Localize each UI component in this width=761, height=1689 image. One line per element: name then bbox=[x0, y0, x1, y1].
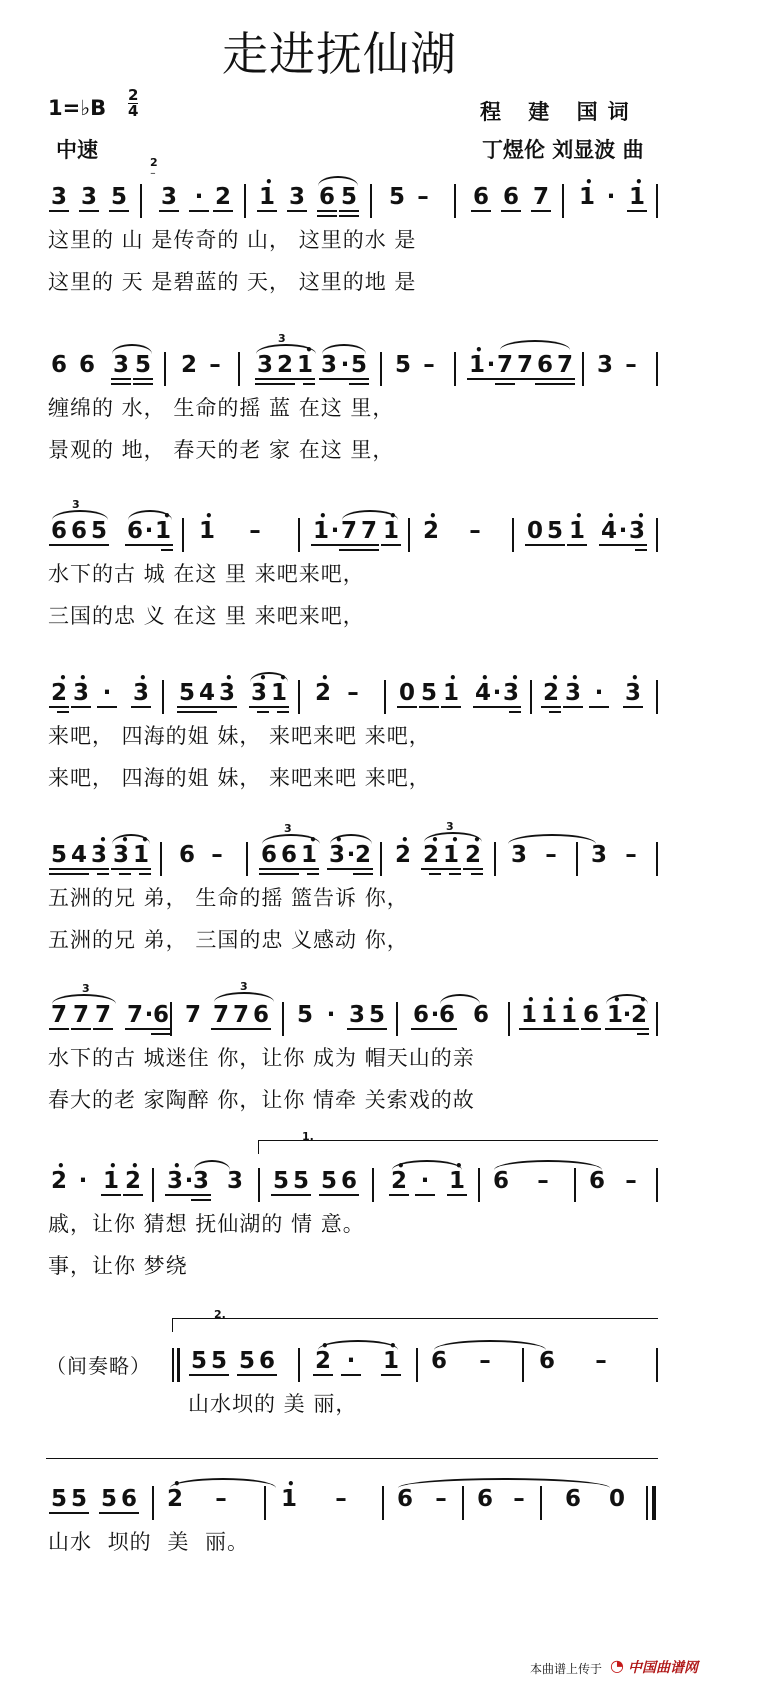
bar-line bbox=[152, 1486, 154, 1520]
note-digit: – bbox=[479, 1348, 491, 1374]
note-digit: 2 bbox=[180, 352, 197, 378]
note-digit: – bbox=[347, 680, 359, 706]
bar-line bbox=[582, 352, 584, 386]
bar-line bbox=[574, 1168, 576, 1202]
note-digit: • 1 bbox=[256, 184, 278, 210]
note-digit: 6 bbox=[118, 1486, 140, 1512]
note-digit: 6 bbox=[78, 352, 95, 378]
bar-line bbox=[380, 842, 382, 876]
note-digit: 3 bbox=[254, 352, 276, 378]
note-digit: • 1 bbox=[604, 1002, 626, 1028]
note-digit: – bbox=[625, 352, 637, 378]
note-digit: 6 bbox=[178, 842, 195, 868]
note-digit: 3 bbox=[226, 1168, 243, 1194]
bar-line bbox=[162, 680, 164, 714]
footer-logo[interactable]: 中国曲谱网 bbox=[628, 1660, 698, 1676]
note-digit: 3 bbox=[318, 352, 340, 378]
bar-line bbox=[454, 184, 456, 218]
note-digit: · bbox=[138, 518, 160, 544]
note-digit: 3 bbox=[596, 352, 613, 378]
note-digit: • 2 bbox=[420, 518, 442, 544]
bar-line bbox=[264, 1486, 266, 1520]
note-digit: 5 bbox=[176, 680, 198, 706]
note-digit: • 2 bbox=[48, 1168, 70, 1194]
note-digit: – bbox=[595, 1348, 607, 1374]
note-digit: 6 bbox=[476, 1486, 493, 1512]
note-digit: • 1 bbox=[298, 842, 320, 868]
note-digit: · bbox=[96, 680, 118, 706]
lyric-line-5a: 五洲的兄 弟， 生命的摇 篮告诉 你， bbox=[48, 886, 409, 910]
note-digit: – bbox=[625, 1168, 637, 1194]
note-digit: • 1 bbox=[518, 1002, 540, 1028]
note-digit: 5 bbox=[338, 184, 360, 210]
bar-line bbox=[656, 352, 658, 386]
note-digit: · bbox=[340, 842, 362, 868]
note-digit: – bbox=[469, 518, 481, 544]
lyric-line-6a: 水下的古 城迷住 你，让你 成为 帽天山的亲 bbox=[48, 1046, 475, 1070]
note-digit: • 1 bbox=[100, 1168, 122, 1194]
bar-line bbox=[182, 518, 184, 552]
note-digit: 7 bbox=[530, 184, 552, 210]
note-digit: 6 bbox=[472, 1002, 489, 1028]
note-digit: – bbox=[435, 1486, 447, 1512]
note-digit: 5 bbox=[88, 518, 110, 544]
footer-text: 本曲谱上传于 bbox=[530, 1662, 603, 1676]
note-digit: · bbox=[188, 184, 210, 210]
note-digit: • 2 bbox=[540, 680, 562, 706]
triplet-mark: 3 bbox=[446, 820, 454, 833]
note-digit: • 1 bbox=[152, 518, 174, 544]
volta-2-label: 2. bbox=[214, 1308, 226, 1321]
note-digit: 7 bbox=[358, 518, 380, 544]
note-digit: · bbox=[326, 1002, 336, 1028]
note-digit: • 2 bbox=[392, 842, 414, 868]
lyric-line-3a: 水下的古 城 在这 里 来吧来吧， bbox=[48, 562, 365, 586]
note-digit: 5 bbox=[296, 1002, 313, 1028]
bar-line bbox=[656, 1002, 658, 1036]
note-digit: – bbox=[215, 1486, 227, 1512]
tie-slur bbox=[322, 344, 366, 354]
note-digit: • 1 bbox=[130, 842, 152, 868]
note-digit: 5 bbox=[98, 1486, 120, 1512]
bar-line bbox=[177, 1348, 180, 1382]
note-digit: 6 bbox=[588, 1168, 605, 1194]
section-rule bbox=[46, 1458, 658, 1459]
note-digit: – bbox=[423, 352, 435, 378]
note-digit: – bbox=[417, 184, 429, 210]
bar-line bbox=[656, 680, 658, 714]
lyric-line-8a: 山水坝的 美 丽， bbox=[188, 1392, 358, 1416]
note-digit: 6 bbox=[538, 1348, 555, 1374]
note-digit: · bbox=[178, 1168, 200, 1194]
note-digit: • 1 bbox=[380, 518, 402, 544]
note-digit: 6 bbox=[534, 352, 556, 378]
note-digit: • 1 bbox=[446, 1168, 468, 1194]
bar-line bbox=[298, 1348, 300, 1382]
bar-line bbox=[244, 184, 246, 218]
bar-line bbox=[416, 1348, 418, 1382]
note-digit: · bbox=[324, 518, 346, 544]
note-digit: · bbox=[616, 1002, 638, 1028]
note-digit: 3 bbox=[510, 842, 527, 868]
note-digit: • 3 bbox=[248, 680, 270, 706]
note-digit: • 1 bbox=[196, 518, 218, 544]
bar-line bbox=[656, 842, 658, 876]
note-digit: 6 bbox=[580, 1002, 602, 1028]
note-digit: · bbox=[138, 1002, 160, 1028]
note-digit: 5 bbox=[318, 1168, 340, 1194]
bar-line bbox=[380, 352, 382, 386]
note-digit: 2 bbox=[274, 352, 296, 378]
bar-line bbox=[478, 1168, 480, 1202]
note-digit: • 2 bbox=[420, 842, 442, 868]
volta-1-label: 1. bbox=[302, 1130, 314, 1143]
bar-line bbox=[396, 1002, 398, 1036]
note-digit: 3 bbox=[158, 184, 180, 210]
note-digit: 6 bbox=[470, 184, 492, 210]
note-digit: 7 bbox=[338, 518, 360, 544]
lyric-line-3b: 三国的忠 义 在这 里 来吧来吧， bbox=[48, 604, 365, 628]
note-digit: 7 bbox=[124, 1002, 146, 1028]
note-digit: 3 bbox=[190, 1168, 212, 1194]
lyric-line-2a: 缠绵的 水， 生命的摇 蓝 在这 里， bbox=[48, 396, 395, 420]
note-digit: 5 bbox=[348, 352, 370, 378]
bar-line bbox=[282, 1002, 284, 1036]
note-digit: – bbox=[625, 842, 637, 868]
bar-line bbox=[646, 1486, 648, 1520]
note-digit: 7 bbox=[494, 352, 516, 378]
note-digit: • 2 bbox=[628, 1002, 650, 1028]
bar-line bbox=[382, 1486, 384, 1520]
note-digit: · bbox=[78, 1168, 88, 1194]
triplet-mark: 3 bbox=[82, 982, 90, 995]
note-digit: • 1 bbox=[294, 352, 316, 378]
note-digit: 6 bbox=[410, 1002, 432, 1028]
note-digit: • 3 bbox=[216, 680, 238, 706]
note-digit: 6 bbox=[68, 518, 90, 544]
bar-line bbox=[656, 518, 658, 552]
note-digit: 5 bbox=[388, 184, 405, 210]
note-digit: • 2 bbox=[462, 842, 484, 868]
triplet-mark: 2 ⁻ bbox=[150, 156, 158, 182]
note-digit: 4 bbox=[196, 680, 218, 706]
triplet-mark: 3 bbox=[72, 498, 80, 511]
note-digit: • 3 bbox=[500, 680, 522, 706]
bar-line bbox=[540, 1486, 542, 1520]
bar-line bbox=[522, 1348, 524, 1382]
note-digit: 5 bbox=[418, 680, 440, 706]
bar-line bbox=[164, 352, 166, 386]
note-digit: – bbox=[211, 842, 223, 868]
note-digit: 6 bbox=[430, 1348, 447, 1374]
note-digit: • 1 bbox=[440, 842, 462, 868]
note-digit: · bbox=[480, 352, 502, 378]
note-digit: – bbox=[335, 1486, 347, 1512]
note-digit: • 2 bbox=[48, 680, 70, 706]
lyric-line-6b: 春大的老 家陶醉 你，让你 情牵 关索戏的故 bbox=[48, 1088, 475, 1112]
note-digit: · bbox=[334, 352, 356, 378]
lyric-line-4b: 来吧， 四海的姐 妹， 来吧来吧 来吧， bbox=[48, 766, 431, 790]
bar-line bbox=[170, 1002, 172, 1036]
note-digit: • 3 bbox=[88, 842, 110, 868]
bar-line bbox=[512, 518, 514, 552]
note-digit: • 3 bbox=[110, 842, 132, 868]
note-digit: 5 bbox=[188, 1348, 210, 1374]
note-digit: 7 bbox=[48, 1002, 70, 1028]
note-digit: 7 bbox=[230, 1002, 252, 1028]
bar-line bbox=[562, 184, 564, 218]
tie-slur bbox=[330, 834, 372, 844]
note-digit: • 3 bbox=[626, 518, 648, 544]
note-digit: · bbox=[414, 1168, 436, 1194]
logo-icon: ◔ bbox=[610, 1656, 624, 1675]
note-digit: 7 bbox=[184, 1002, 201, 1028]
note-digit: • 2 bbox=[164, 1486, 186, 1512]
bar-line bbox=[152, 1168, 154, 1202]
bar-line bbox=[372, 1168, 374, 1202]
bar-line bbox=[238, 352, 240, 386]
note-digit: 6 bbox=[316, 184, 338, 210]
note-digit: 6 bbox=[50, 352, 67, 378]
note-digit: • 2 bbox=[122, 1168, 144, 1194]
note-digit: 3 bbox=[110, 352, 132, 378]
bar-line bbox=[576, 842, 578, 876]
note-digit: 6 bbox=[48, 518, 70, 544]
note-digit: • 3 bbox=[70, 680, 92, 706]
lyric-line-5b: 五洲的兄 弟， 三国的忠 义感动 你， bbox=[48, 928, 409, 952]
time-top: 2 bbox=[128, 86, 139, 104]
triplet-mark: 3 bbox=[240, 980, 248, 993]
note-digit: 6 bbox=[258, 842, 280, 868]
bar-line bbox=[384, 680, 386, 714]
volta-bracket-2 bbox=[172, 1318, 658, 1319]
note-digit: 6 bbox=[278, 842, 300, 868]
bar-line bbox=[160, 842, 162, 876]
lyric-line-2b: 景观的 地， 春天的老 家 在这 里， bbox=[48, 438, 395, 462]
lyric-line-1b: 这里的 天 是碧蓝的 天， 这里的地 是 bbox=[48, 270, 417, 294]
time-bottom: 4 bbox=[128, 102, 139, 120]
note-digit: 0 bbox=[396, 680, 418, 706]
bar-line bbox=[140, 184, 142, 218]
note-digit: · bbox=[424, 1002, 446, 1028]
note-digit: 5 bbox=[366, 1002, 388, 1028]
note-digit: 5 bbox=[132, 352, 154, 378]
key-text: 1=♭B bbox=[48, 96, 107, 120]
note-digit: · bbox=[340, 1348, 362, 1374]
note-digit: · bbox=[588, 680, 610, 706]
note-digit: 6 bbox=[500, 184, 522, 210]
note-digit: 6 bbox=[338, 1168, 360, 1194]
note-digit: 5 bbox=[544, 518, 566, 544]
note-digit: • 1 bbox=[566, 518, 588, 544]
note-digit: • 1 bbox=[626, 184, 648, 210]
volta-bracket-1 bbox=[258, 1140, 658, 1141]
note-digit: – bbox=[209, 352, 221, 378]
note-digit: • 2 bbox=[388, 1168, 410, 1194]
note-digit: 7 bbox=[554, 352, 576, 378]
note-digit: 0 bbox=[524, 518, 546, 544]
bar-line bbox=[298, 680, 300, 714]
bar-line bbox=[172, 1348, 174, 1382]
bar-line bbox=[258, 1168, 260, 1202]
note-digit: • 1 bbox=[278, 1486, 300, 1512]
bar-line bbox=[408, 518, 410, 552]
note-digit: • 1 bbox=[440, 680, 462, 706]
bar-line bbox=[246, 842, 248, 876]
note-digit: 7 bbox=[92, 1002, 114, 1028]
song-title: 走进抚仙湖 bbox=[222, 27, 457, 81]
note-digit: • 3 bbox=[164, 1168, 186, 1194]
note-digit: • 1 bbox=[268, 680, 290, 706]
lyric-line-9a: 山水 坝的 美 丽。 bbox=[48, 1530, 250, 1554]
tie-slur bbox=[318, 176, 358, 186]
bar-line bbox=[508, 1002, 510, 1036]
note-digit: • 1 bbox=[558, 1002, 580, 1028]
tempo-marking: 中速 bbox=[56, 138, 98, 162]
note-digit: 5 bbox=[108, 184, 130, 210]
note-digit: 5 bbox=[270, 1168, 292, 1194]
note-digit: • 1 bbox=[380, 1348, 402, 1374]
note-digit: – bbox=[249, 518, 261, 544]
note-digit: 0 bbox=[608, 1486, 625, 1512]
note-digit: 5 bbox=[394, 352, 411, 378]
bar-line bbox=[652, 1486, 656, 1520]
note-digit: 2 bbox=[212, 184, 234, 210]
note-digit: 7 bbox=[514, 352, 536, 378]
bar-line bbox=[494, 842, 496, 876]
bar-line bbox=[530, 680, 532, 714]
note-digit: 4 bbox=[68, 842, 90, 868]
note-digit: 2 bbox=[352, 842, 374, 868]
note-digit: 6 bbox=[150, 1002, 172, 1028]
note-digit: 5 bbox=[208, 1348, 230, 1374]
note-digit: • 1 bbox=[466, 352, 488, 378]
lyric-line-7b: 事，让你 梦绕 bbox=[48, 1254, 188, 1278]
time-signature bbox=[128, 88, 138, 119]
bar-line bbox=[462, 1486, 464, 1520]
note-digit: 5 bbox=[48, 1486, 70, 1512]
tie-slur bbox=[214, 992, 274, 1002]
triplet-mark: 3 bbox=[278, 332, 286, 345]
note-digit: 6 bbox=[256, 1348, 278, 1374]
note-digit: – bbox=[537, 1168, 549, 1194]
note-digit: 3 bbox=[346, 1002, 368, 1028]
bar-line bbox=[298, 518, 300, 552]
note-digit: 3 bbox=[286, 184, 308, 210]
note-digit: 3 bbox=[48, 184, 70, 210]
note-digit: 6 bbox=[492, 1168, 509, 1194]
key-signature bbox=[48, 96, 106, 120]
tie-slur bbox=[112, 344, 152, 354]
note-digit: • 2 bbox=[312, 680, 334, 706]
note-digit: • 1 bbox=[310, 518, 332, 544]
note-digit: • 4 bbox=[472, 680, 494, 706]
note-digit: 7 bbox=[210, 1002, 232, 1028]
bar-line bbox=[454, 352, 456, 386]
lyric-line-7a: 戚，让你 猜想 抚仙湖的 情 意。 bbox=[48, 1212, 365, 1236]
note-digit: • 4 bbox=[598, 518, 620, 544]
note-digit: 5 bbox=[290, 1168, 312, 1194]
note-digit: 6 bbox=[564, 1486, 581, 1512]
note-digit: · bbox=[486, 680, 508, 706]
note-digit: • 1 bbox=[538, 1002, 560, 1028]
note-digit: · bbox=[606, 184, 616, 210]
note-digit: · bbox=[612, 518, 634, 544]
note-digit: – bbox=[545, 842, 557, 868]
note-digit: 3 bbox=[590, 842, 607, 868]
lyric-line-4a: 来吧， 四海的姐 妹， 来吧来吧 来吧， bbox=[48, 724, 431, 748]
note-digit: 5 bbox=[48, 842, 70, 868]
bar-line bbox=[656, 1168, 658, 1202]
note-digit: 6 bbox=[250, 1002, 272, 1028]
tie-slur bbox=[500, 340, 570, 350]
note-digit: • 3 bbox=[326, 842, 348, 868]
note-digit: • 3 bbox=[622, 680, 644, 706]
interlude-note: （间奏略） bbox=[46, 1354, 151, 1378]
note-digit: 5 bbox=[68, 1486, 90, 1512]
note-digit: – bbox=[513, 1486, 525, 1512]
note-digit: • 1 bbox=[576, 184, 598, 210]
note-digit: • 3 bbox=[130, 680, 152, 706]
note-digit: 3 bbox=[78, 184, 100, 210]
note-digit: 6 bbox=[396, 1486, 413, 1512]
note-digit: • 2 bbox=[312, 1348, 334, 1374]
note-digit: 6 bbox=[436, 1002, 458, 1028]
bar-line bbox=[656, 1348, 658, 1382]
note-digit: • 3 bbox=[562, 680, 584, 706]
bar-line bbox=[370, 184, 372, 218]
bar-line bbox=[656, 184, 658, 218]
composer: 丁煜伦 刘显波 曲 bbox=[482, 138, 644, 162]
triplet-mark: 3 bbox=[284, 822, 292, 835]
lyric-line-1a: 这里的 山 是传奇的 山， 这里的水 是 bbox=[48, 228, 417, 252]
lyricist: 程 建 国词 bbox=[480, 100, 639, 124]
note-digit: 5 bbox=[236, 1348, 258, 1374]
note-digit: 6 bbox=[124, 518, 146, 544]
note-digit: 7 bbox=[70, 1002, 92, 1028]
